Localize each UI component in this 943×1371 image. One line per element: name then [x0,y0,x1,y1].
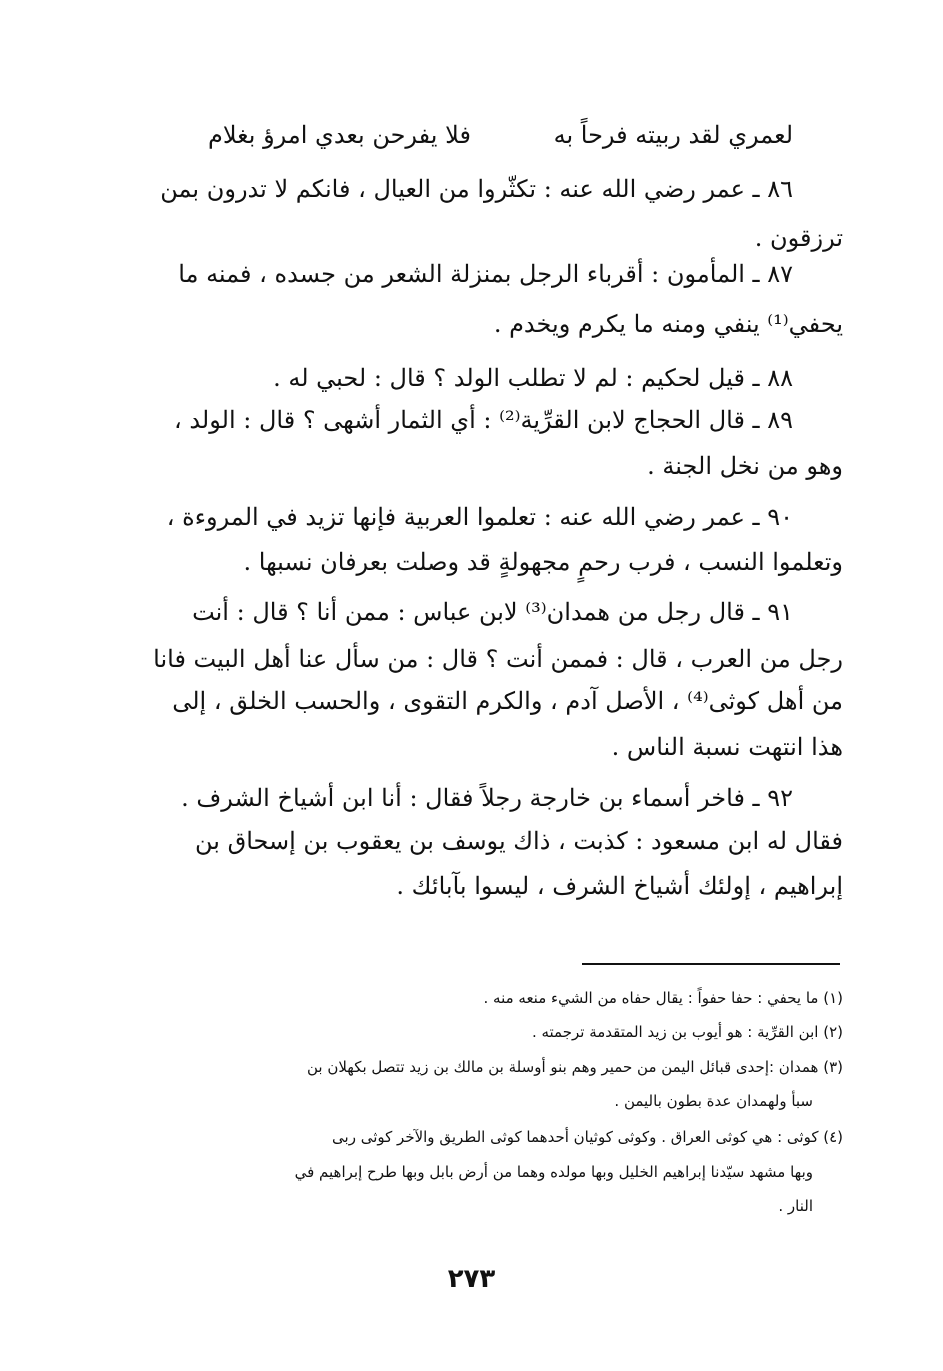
footnote-line: (٢) ابن القرِّية : هو أيوب بن زيد المتقدمة ترجمته . [531,1023,843,1041]
body-line: ٩٠ ـ عمر رضي الله عنه : تعلموا العربية فإنها تزيد في المروءة ، [166,503,793,531]
body-line: ٨٨ ـ قيل لحكيم : لم لا تطلب الولد ؟ قال : لحبي له . [273,364,793,392]
body-line: ٩٢ ـ فاخر أسماء بن خارجة رجلاً فقال : أنا ابن أشياخ الشرف . [181,784,793,812]
body-line: هذا انتهت نسبة الناس . [611,733,843,761]
footnote-line: (١) ما يحفي : حفا حفواً : يقال حفاه من الشيء منعه منه . [483,989,843,1007]
footnote-line: (٣) همدان :إحدى قبائل اليمن من حمير وهم بنو أوسلة بن مالك بن زيد تتصل بكهلان بن [306,1058,843,1076]
footnote-line: وبها مشهد سيّدنا إبراهيم الخليل وبها مولده وهما من أرض بابل وبها طرح إبراهيم في [294,1163,813,1181]
footnote-line: (٤) كوثى : هي كوثى العراق . وكوثى كوثيان أحدهما كوثى الطريق والآخر كوثى ربى [332,1128,843,1146]
body-line: ٨٩ ـ قال الحجاج لابن القرِّية⁽²⁾ : أي الثمار أشهى ؟ قال : الولد ، [173,406,793,434]
body-line: رجل من العرب ، قال : فممن أنت ؟ قال : من سأل عنا أهل البيت فانا [153,645,843,673]
page-number: ٢٧٣ [447,1264,496,1294]
verse-hemistich-right: لعمري لقد ربيته فرحاً به [553,121,793,149]
body-line: من أهل كوثى⁽⁴⁾ ، الأصل آدم ، والكرم التقوى ، والحسب الخلق ، إلى [172,687,843,715]
body-line: إبراهيم ، إولئك أشياخ الشرف ، ليسوا بآبائك . [396,872,843,900]
body-line: وهو من نخل الجنة . [647,452,843,480]
verse-hemistich-left: فلا يفرحن بعدي امرؤ بغلام [208,121,471,149]
body-line: ٨٧ ـ المأمون : أقرباء الرجل بمنزلة الشعر من جسده ، فمنه ما [178,260,793,288]
footnote-separator [582,963,840,965]
body-line: ٩١ ـ قال رجل من همدان⁽³⁾ لابن عباس : ممن أنا ؟ قال : أنت [192,598,793,626]
body-line: فقال له ابن مسعود : كذبت ، ذاك يوسف بن يعقوب بن إسحاق بن [195,827,843,855]
body-line: يحفي⁽¹⁾ ينفي ومنه ما يكرم ويخدم . [493,310,843,338]
body-line: وتعلموا النسب ، فرب رحمٍ مجهولةٍ قد وصلت بعرفان نسبها . [243,548,843,576]
body-line: ترزقون . [754,224,843,252]
footnote-line: النار . [778,1197,813,1215]
body-line: ٨٦ ـ عمر رضي الله عنه : تكثّروا من العيال ، فانكم لا تدرون بمن [160,175,793,203]
footnote-line: سبأ ولهمدان عدة بطون باليمن . [614,1092,813,1110]
